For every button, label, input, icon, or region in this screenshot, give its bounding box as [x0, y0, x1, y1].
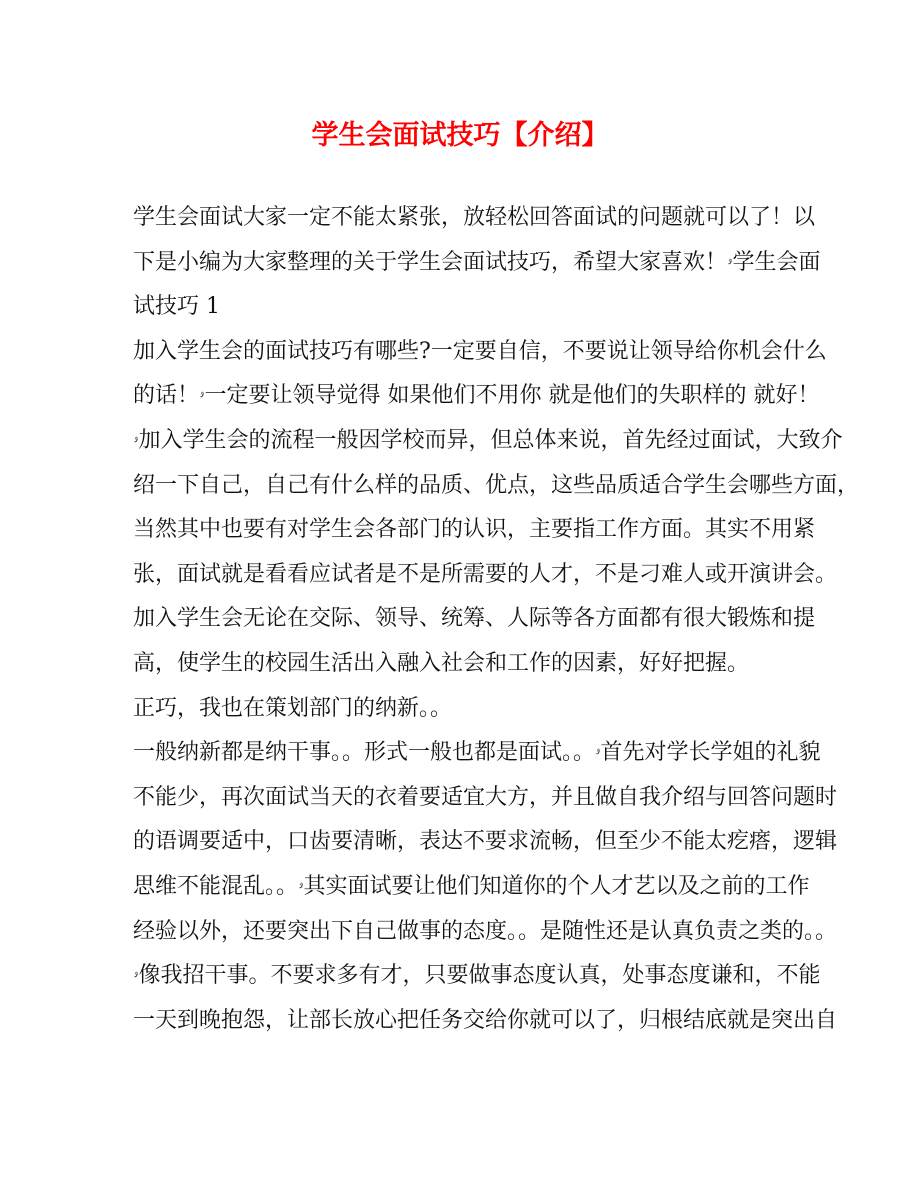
paragraph-line: 加入学生会无论在交际、领导、统筹、人际等各方面都有很大锻炼和提	[133, 606, 816, 632]
paragraph-tips	[133, 330, 860, 687]
paragraph-line: 不能少，再次面试当天的衣着要适宜大方，并且做自我介绍与回答问题时	[133, 784, 838, 810]
paragraph-line: 学生会面试大家一定不能太紧张，放轻松回答面试的问题就可以了！以	[133, 205, 816, 230]
paragraph-recruitment	[133, 731, 838, 1043]
paragraph-line: 下是小编为大家整理的关于学生会面试技巧，希望大家喜欢！ۥ学生会面	[133, 249, 821, 275]
paragraph-intro	[133, 196, 821, 330]
paragraph-line: ۥ加入学生会的流程一般因学校而异，但总体来说，首先经过面试，大致介	[133, 427, 843, 453]
paragraph-line: 绍一下自己，自己有什么样的品质、优点，这些品质适合学生会哪些方面，	[133, 472, 860, 498]
paragraph-line: 一般纳新都是纳干事。。形式一般也都是面试。。ۥ首先对学长学姐的礼貌	[133, 740, 821, 766]
paragraph-line: 当然其中也要有对学生会各部门的认识，主要指工作方面。其实不用紧	[133, 517, 816, 543]
document-body	[133, 196, 860, 1043]
paragraph-line: 加入学生会的面试技巧有哪些?一定要自信，不要说让领导给你机会什么	[133, 338, 827, 364]
paragraph-line: 思维不能混乱。。ۥ其实面试要让他们知道你的个人才艺以及之前的工作	[133, 873, 810, 899]
paragraph-line: 的话！ۥ一定要让领导觉得 如果他们不用你 就是他们的失职样的 就好！	[133, 383, 820, 409]
paragraph-line: 经验以外，还要突出下自己做事的态度。。是随性还是认真负责之类的。。	[133, 918, 838, 944]
paragraph-line: 试技巧 1	[133, 294, 220, 320]
paragraph-line: 的语调要适中，口齿要清晰，表达不要求流畅，但至少不能太疙瘩，逻辑	[133, 829, 838, 855]
document-title: 学生会面试技巧【介绍】	[311, 120, 609, 151]
paragraph-line: 张，面试就是看看应试者是不是所需要的人才，不是刁难人或开演讲会。	[133, 561, 838, 587]
paragraph-line: 一天到晚抱怨，让部长放心把任务交给你就可以了，归根结底就是突出自	[133, 1007, 838, 1033]
paragraph-planning	[133, 687, 793, 732]
paragraph-line: 高，使学生的校园生活出入融入社会和工作的因素，好好把握。	[133, 650, 750, 676]
paragraph-line: 正巧，我也在策划部门的纳新。。	[133, 695, 453, 721]
paragraph-line: ۥ像我招干事。不要求多有才，只要做事态度认真，处事态度谦和，不能	[133, 963, 821, 989]
